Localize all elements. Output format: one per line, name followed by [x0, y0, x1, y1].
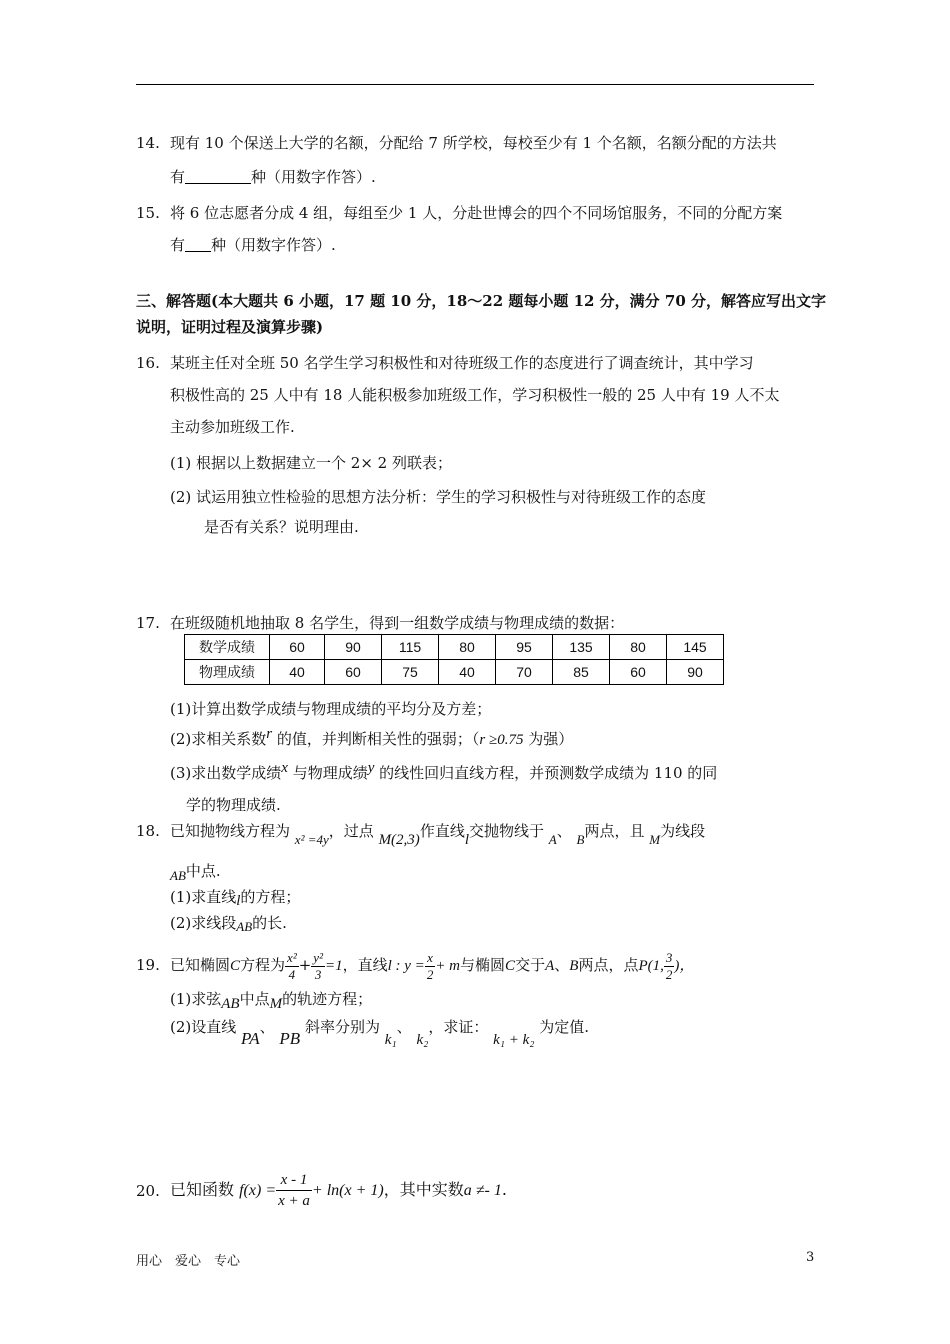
q14-number: 14. — [136, 134, 160, 152]
table-cell: 90 — [667, 660, 724, 685]
q18-part2 — [170, 912, 287, 935]
q19-part2-pre: (2)设直线 — [170, 1018, 237, 1036]
q20-t1: 已知函数 — [170, 1180, 235, 1199]
q17-r-symbol: r — [266, 726, 273, 742]
q14-text-line2 — [170, 166, 376, 188]
q17-part2-post: 为强） — [523, 730, 574, 748]
q19-part1-ab: AB — [221, 996, 240, 1012]
q20-text-line1 — [170, 1164, 507, 1217]
q19-t2: 方程为 — [240, 956, 286, 974]
q19-line-pb: PB — [279, 1029, 301, 1048]
q19-fraction-y2-3 — [311, 950, 325, 983]
q18-part2-ab: AB — [236, 919, 253, 934]
q15-answer-blank[interactable] — [185, 236, 211, 252]
page-number: 3 — [806, 1250, 815, 1265]
q16-text-line1: 某班主任对全班 50 名学生学习积极性和对待班级工作的态度进行了调查统计，其中学习 — [170, 354, 754, 372]
q15-line2-pre: 有 — [170, 236, 186, 254]
q17-x-symbol: x — [281, 760, 288, 776]
numerator: 3 — [665, 949, 673, 965]
q20-t3: . — [501, 1180, 507, 1199]
q19-k1: k₁ — [384, 1032, 397, 1048]
q18-part2-post: 的长. — [252, 914, 287, 932]
denominator: x + a — [278, 1193, 310, 1209]
q18-part1-pre: (1)求直线 — [170, 888, 237, 906]
q18-parabola-equation: x² =4y — [294, 832, 329, 847]
q16-number: 16. — [136, 354, 160, 372]
table-cell: 数学成绩 — [185, 635, 270, 660]
q19-ellipse-c: C — [230, 958, 241, 974]
q20-ln-term: + ln(x + 1) — [311, 1182, 384, 1199]
q18-point-m: M(2,3) — [378, 832, 420, 848]
q19-part2 — [170, 1016, 590, 1048]
q19-equals-one: =1 — [324, 958, 343, 974]
q17-number: 17. — [136, 614, 160, 632]
q20-number: 20. — [136, 1182, 160, 1200]
table-cell: 80 — [610, 635, 667, 660]
q18-text-line2 — [170, 860, 221, 883]
table-cell: 60 — [270, 635, 325, 660]
table-cell: 75 — [382, 660, 439, 685]
q17-part3-post: 的线性回归直线方程，并预测数学成绩为 110 的同 — [374, 764, 718, 782]
q19-sep2: 、 — [259, 1018, 275, 1036]
q19-t5: 交于 — [515, 956, 546, 974]
numerator: y² — [313, 949, 323, 965]
q19-k-sum: k₁ + k₂ — [493, 1032, 535, 1048]
table-cell: 90 — [325, 635, 382, 660]
q17-part3-mid: 与物理成绩 — [287, 764, 368, 782]
header-rule — [136, 84, 814, 85]
q18-point-a: A — [548, 832, 557, 847]
q18-line-l: l — [464, 832, 469, 848]
q15-text-line2 — [170, 234, 336, 256]
q17-part1: (1)计算出数学成绩与物理成绩的平均分及方差； — [170, 700, 492, 718]
q14-answer-blank[interactable] — [185, 168, 251, 184]
q17-condition: r ≥0.75 — [479, 732, 524, 748]
q16-text-line2: 积极性高的 25 人中有 18 人能积极参加班级工作，学习积极性一般的 25 人中有 19 人不太 — [170, 386, 780, 404]
section3-heading-line1: 三、解答题(本大题共 6 小题，17 题 10 分，18～22 题每小题 12 分，满分 70 分，解答应写出文字 — [136, 292, 827, 310]
q19-sep: 、 — [554, 956, 570, 974]
q17-part3-continued: 学的物理成绩. — [186, 796, 281, 814]
q14-line2-post: 种（用数字作答）. — [251, 168, 376, 186]
q19-part2-mid: 斜率分别为 — [304, 1018, 380, 1036]
q17-part2-mid: 的值，并判断相关性的强弱；（ — [272, 730, 480, 748]
table-cell: 物理成绩 — [185, 660, 270, 685]
q17-scores-table — [184, 634, 724, 685]
q19-t3: ，直线 — [342, 956, 388, 974]
q17-part2 — [170, 728, 573, 751]
q19-fraction-x-2 — [425, 950, 436, 983]
q19-line-pa: PA — [241, 1029, 260, 1048]
q16-text-line3: 主动参加班级工作. — [170, 418, 295, 436]
section3-heading-line2: 说明，证明过程及演算步骤) — [136, 318, 324, 336]
table-cell: 135 — [553, 635, 610, 660]
denominator: 2 — [665, 966, 673, 982]
q14-line2-pre: 有 — [170, 168, 186, 186]
q18-part1-l: l — [236, 893, 241, 909]
table-cell: 95 — [496, 635, 553, 660]
q19-part2-post: 为定值. — [539, 1018, 590, 1036]
denominator: 2 — [426, 966, 434, 982]
q18-t3: 作直线 — [419, 822, 465, 840]
table-cell: 40 — [439, 660, 496, 685]
q18-t2: ，过点 — [328, 822, 374, 840]
q18-part2-pre: (2)求线段 — [170, 914, 237, 932]
q16-part2: (2) 试运用独立性检验的思想方法分析：学生的学习积极性与对待班级工作的态度 — [170, 488, 707, 506]
q19-part1-m: M — [269, 996, 283, 1012]
q18-point-m-ref: M — [649, 832, 661, 847]
q18-t7: 中点. — [185, 862, 221, 880]
q19-t6: 两点，点 — [578, 956, 639, 974]
q20-fraction — [276, 1170, 312, 1211]
q19-point-a: A — [545, 958, 555, 974]
q14-text-line1: 现有 10 个保送上大学的名额，分配给 7 所学校，每校至少有 1 个名额，名额分配的方法共 — [170, 134, 777, 152]
q18-segment-ab: AB — [170, 868, 186, 883]
q17-part3-pre: (3)求出数学成绩 — [170, 764, 282, 782]
q17-y-symbol: y — [367, 760, 375, 776]
denominator: 4 — [288, 966, 296, 982]
q16-part1: (1) 根据以上数据建立一个 2× 2 列联表； — [170, 454, 452, 472]
table-cell: 60 — [610, 660, 667, 685]
q19-point-p: P(1, — [638, 958, 664, 974]
denominator: 3 — [314, 966, 322, 982]
q19-part1-mid: 中点 — [239, 990, 270, 1008]
q19-point-b: B — [569, 958, 579, 974]
q17-part3 — [170, 762, 717, 785]
q19-fraction-3-2 — [664, 950, 675, 983]
q19-t1: 已知椭圆 — [170, 956, 231, 974]
footer-motto: 用心 爱心 专心 — [136, 1254, 241, 1269]
q18-t6: 为线段 — [660, 822, 706, 840]
q19-k2: k₂ — [416, 1032, 429, 1048]
q20-function-f: f(x) = — [239, 1182, 277, 1199]
q18-point-b: B — [576, 832, 585, 847]
table-cell: 85 — [553, 660, 610, 685]
table-row — [185, 635, 724, 660]
q17-intro: 在班级随机地抽取 8 名学生，得到一组数学成绩与物理成绩的数据： — [170, 614, 625, 632]
q19-part2-mid2: ，求证： — [428, 1018, 489, 1036]
q20-condition: a ≠- 1 — [463, 1182, 502, 1199]
q18-part1 — [170, 886, 300, 909]
q19-line-equation: l : y = — [387, 958, 425, 974]
table-row — [185, 660, 724, 685]
q19-part1 — [170, 988, 372, 1011]
q18-text-line1 — [170, 820, 706, 848]
numerator: x - 1 — [276, 1170, 312, 1191]
q19-sep3: 、 — [396, 1018, 412, 1036]
q19-text-line1 — [170, 942, 694, 989]
q19-t4: 与椭圆 — [460, 956, 506, 974]
q19-number: 19. — [136, 956, 160, 974]
q15-text-line1: 将 6 位志愿者分成 4 组，每组至少 1 人，分赴世博会的四个不同场馆服务，不同的分配方案 — [170, 204, 783, 222]
q18-sep: 、 — [556, 822, 572, 840]
table-cell: 115 — [382, 635, 439, 660]
q19-ellipse-c2: C — [505, 958, 516, 974]
q16-part2-continued: 是否有关系？说明理由. — [204, 518, 359, 536]
q18-number: 18. — [136, 822, 160, 840]
q17-part2-pre: (2)求相关系数 — [170, 730, 267, 748]
q19-fraction-x2-4 — [285, 950, 299, 983]
q18-t5: 两点，且 — [584, 822, 645, 840]
table-cell: 70 — [496, 660, 553, 685]
q18-t1: 已知抛物线方程为 — [170, 822, 291, 840]
q18-t4: 交抛物线于 — [469, 822, 545, 840]
numerator: x² — [287, 949, 297, 965]
q19-plus: + — [298, 956, 312, 974]
q18-part1-post: 的方程； — [240, 888, 301, 906]
q19-point-p-close: )， — [674, 958, 695, 974]
table-cell: 145 — [667, 635, 724, 660]
q15-number: 15. — [136, 204, 160, 222]
q19-part1-pre: (1)求弦 — [170, 990, 222, 1008]
table-cell: 40 — [270, 660, 325, 685]
numerator: x — [425, 950, 436, 967]
table-cell: 60 — [325, 660, 382, 685]
q19-plus-m: + m — [435, 958, 461, 974]
q20-t2: ，其中实数 — [383, 1180, 464, 1199]
table-cell: 80 — [439, 635, 496, 660]
q15-line2-post: 种（用数字作答）. — [211, 236, 336, 254]
q19-part1-post: 的轨迹方程； — [282, 990, 373, 1008]
